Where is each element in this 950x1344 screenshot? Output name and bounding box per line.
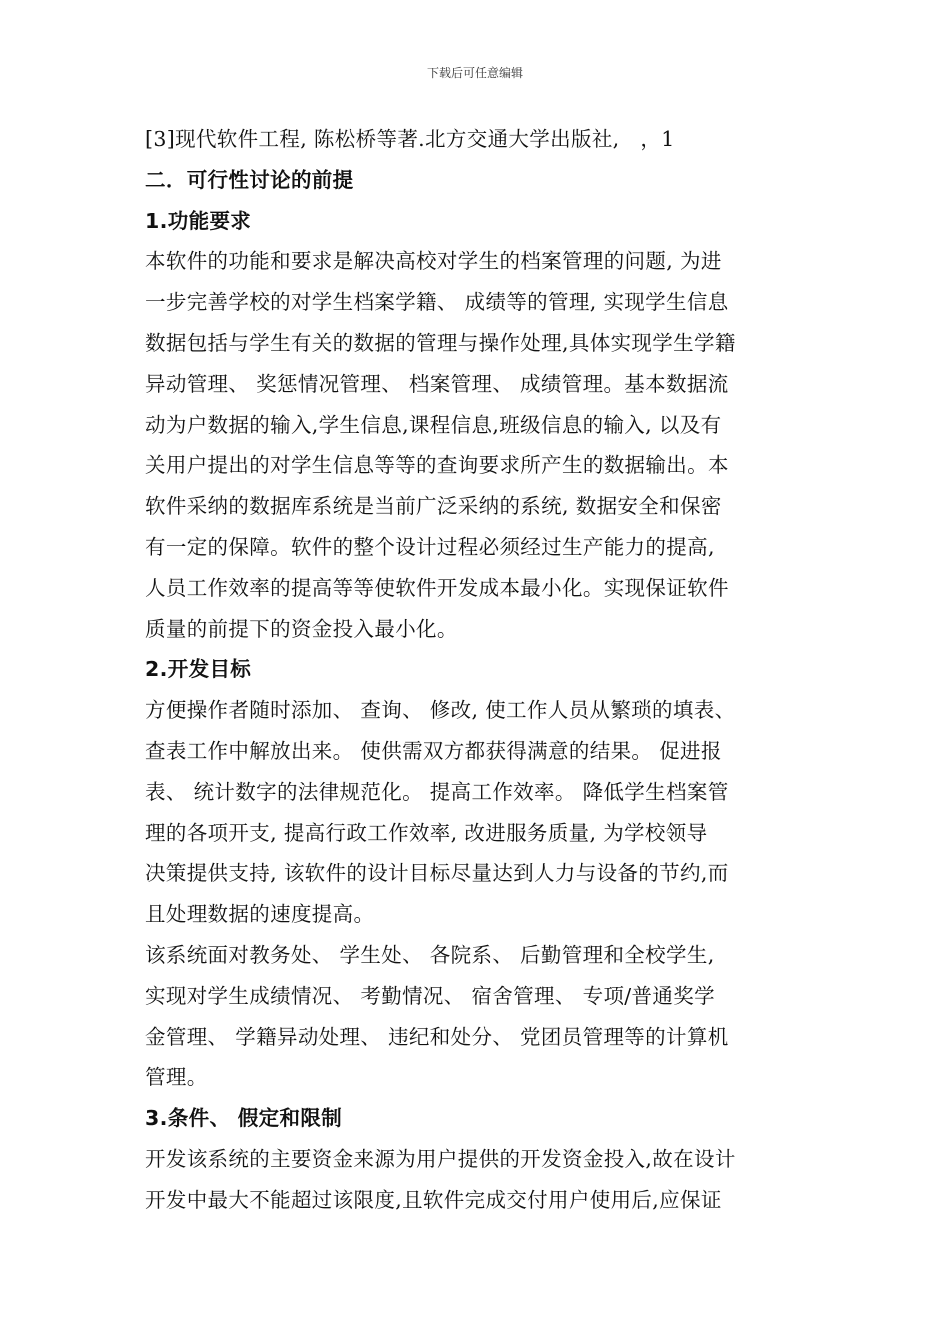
paragraph-line: 异动管理、 奖惩情况管理、 档案管理、 成绩管理。基本数据流 [145,371,729,396]
paragraph-line: 软件采纳的数据库系统是当前广泛采纳的系统, 数据安全和保密 [145,494,722,519]
paragraph-line: 本软件的功能和要求是解决高校对学生的档案管理的问题, 为进 [145,249,722,274]
paragraph-line: [3]现代软件工程, 陈松桥等著.北方交通大学出版社, ，1 [145,127,675,151]
paragraph-line: 管理。 [145,1065,208,1090]
paragraph-line: 有一定的保障。软件的整个设计过程必须经过生产能力的提高, [145,534,715,559]
paragraph-line: 动为户数据的输入,学生信息,课程信息,班级信息的输入, 以及有 [145,412,722,437]
paragraph-line: 该系统面对教务处、 学生处、 各院系、 后勤管理和全校学生, [145,942,715,967]
paragraph-line: 实现对学生成绩情况、 考勤情况、 宿舍管理、 专项/普通奖学 [145,983,715,1008]
paragraph-line: 决策提供支持, 该软件的设计目标尽量达到人力与设备的节约,而 [145,861,729,886]
paragraph-line: 关用户提出的对学生信息等等的查询要求所产生的数据输出。本 [145,453,729,478]
paragraph-line: 查表工作中解放出来。 使供需双方都获得满意的结果。 促进报 [145,738,722,763]
paragraph-line: 质量的前提下的资金投入最小化。 [145,616,458,641]
section-heading: 二．可行性讨论的前提 [145,167,354,192]
section-heading: 1.功能要求 [145,208,252,233]
paragraph-line: 开发中最大不能超过该限度,且软件完成交付用户使用后,应保证 [145,1187,722,1212]
paragraph-line: 理的各项开支, 提高行政工作效率, 改进服务质量, 为学校领导 [145,820,708,845]
header-note: 下载后可任意编辑 [426,66,523,80]
paragraph-line: 表、 统计数字的法律规范化。 提高工作效率。 降低学生档案管 [145,779,729,804]
paragraph-line: 数据包括与学生有关的数据的管理与操作处理,具体实现学生学籍 [145,330,736,355]
paragraph-line: 金管理、 学籍异动处理、 违纪和处分、 党团员管理等的计算机 [145,1024,729,1049]
paragraph-line: 方便操作者随时添加、 查询、 修改, 使工作人员从繁琐的填表、 [145,698,736,723]
paragraph-line: 人员工作效率的提高等等使软件开发成本最小化。实现保证软件 [145,575,729,600]
document-body [145,119,810,1221]
paragraph-line: 开发该系统的主要资金来源为用户提供的开发资金投入,故在设计 [145,1146,736,1171]
paragraph-line: 且处理数据的速度提高。 [145,902,375,927]
section-heading: 2.开发目标 [145,657,252,682]
paragraph-line: 一步完善学校的对学生档案学籍、 成绩等的管理, 实现学生信息 [145,290,729,315]
section-heading: 3.条件、 假定和限制 [145,1106,343,1131]
